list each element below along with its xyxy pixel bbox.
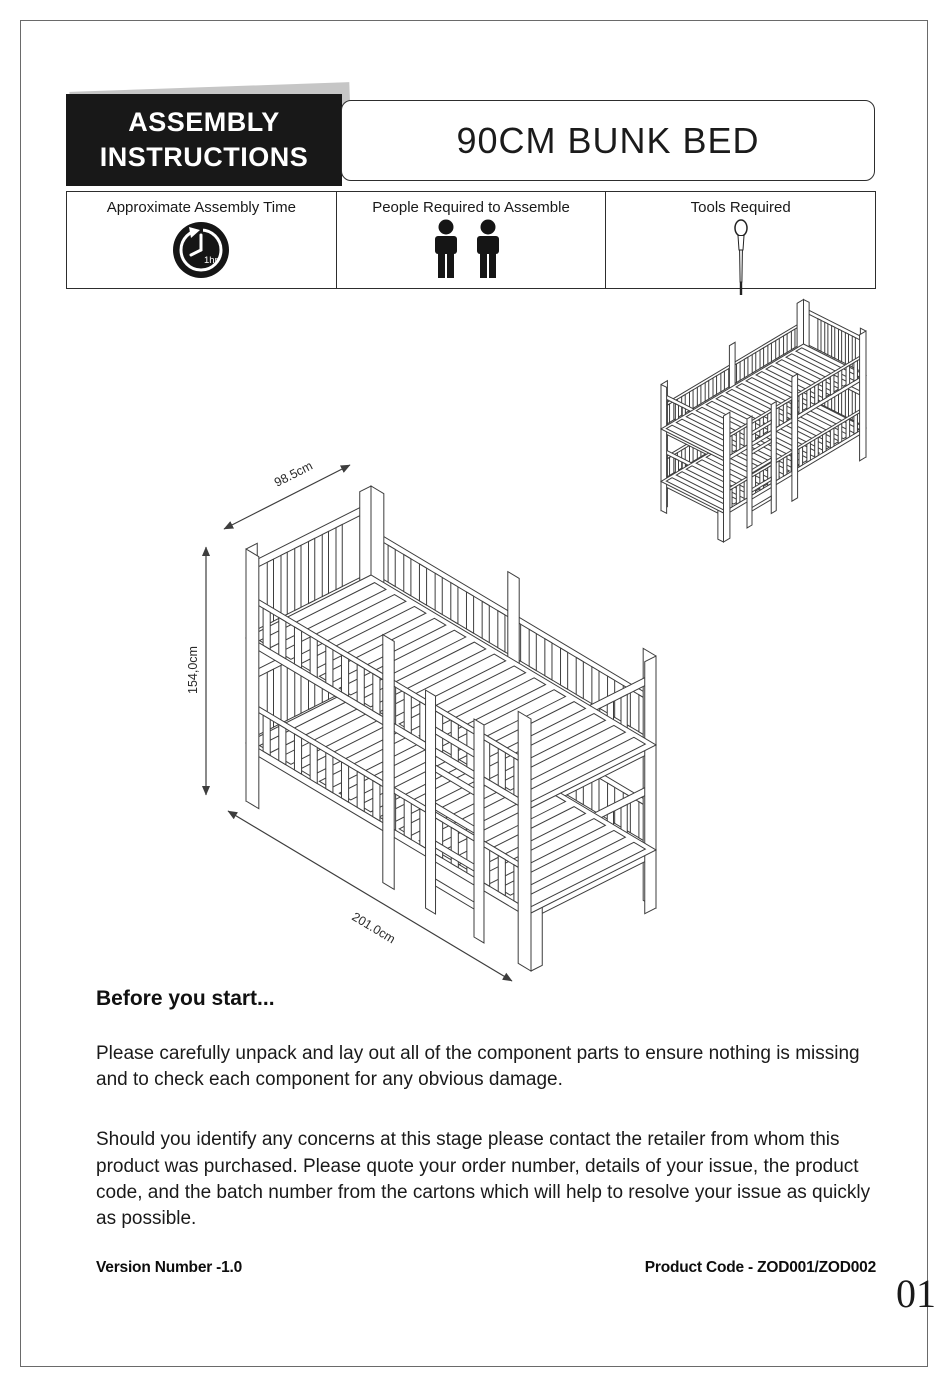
bunk-bed-diagram — [66, 289, 878, 1011]
info-bar — [66, 191, 876, 289]
dimension-width-label: 98.5cm — [272, 458, 315, 490]
page-border — [20, 20, 928, 1367]
screwdriver-icon — [727, 219, 755, 299]
assembly-time-label: Approximate Assembly Time — [106, 199, 296, 216]
clock-icon — [170, 219, 232, 281]
assembly-time-cell — [67, 192, 337, 288]
bunk-bed-thumbnail — [661, 300, 866, 543]
body-text — [96, 1041, 878, 1232]
dimension-height-label: 154,0cm — [186, 646, 200, 694]
tools-required-label: Tools Required — [690, 199, 791, 216]
bunk-bed-main-drawing — [246, 486, 656, 971]
people-required-cell — [337, 192, 607, 288]
product-code: Product Code - ZOD001/ZOD002 — [644, 1259, 876, 1276]
page-title: 90CM BUNK BED — [456, 119, 760, 161]
assembly-instructions-badge — [66, 94, 342, 186]
page-number: 01 — [896, 1271, 936, 1316]
version-number: Version Number -1.0 — [96, 1259, 243, 1276]
footer — [96, 1259, 876, 1277]
person-icon — [431, 219, 511, 283]
paragraph-concerns: Should you identify any concerns at this stage please contact the retailer from whom this product was purchased. Please quote your order number, details of your issue, the product code, and the batch number from the cartons which will help to resolve your issue as quickly as possible. — [96, 1129, 871, 1230]
dimension-length-label: 201.0cm — [349, 909, 398, 947]
people-required-label: People Required to Assemble — [372, 199, 570, 216]
badge-line1: ASSEMBLY — [128, 106, 280, 137]
product-title-box — [341, 100, 875, 181]
tools-required-cell — [606, 192, 875, 288]
paragraph-unpack: Please carefully unpack and lay out all of the component parts to ensure nothing is missing and to check each component for any obvious damage. — [96, 1043, 860, 1091]
assembly-time-value: 1hr — [204, 255, 219, 266]
badge-line2: INSTRUCTIONS — [99, 142, 309, 172]
before-you-start-heading: Before you start... — [96, 987, 275, 1010]
